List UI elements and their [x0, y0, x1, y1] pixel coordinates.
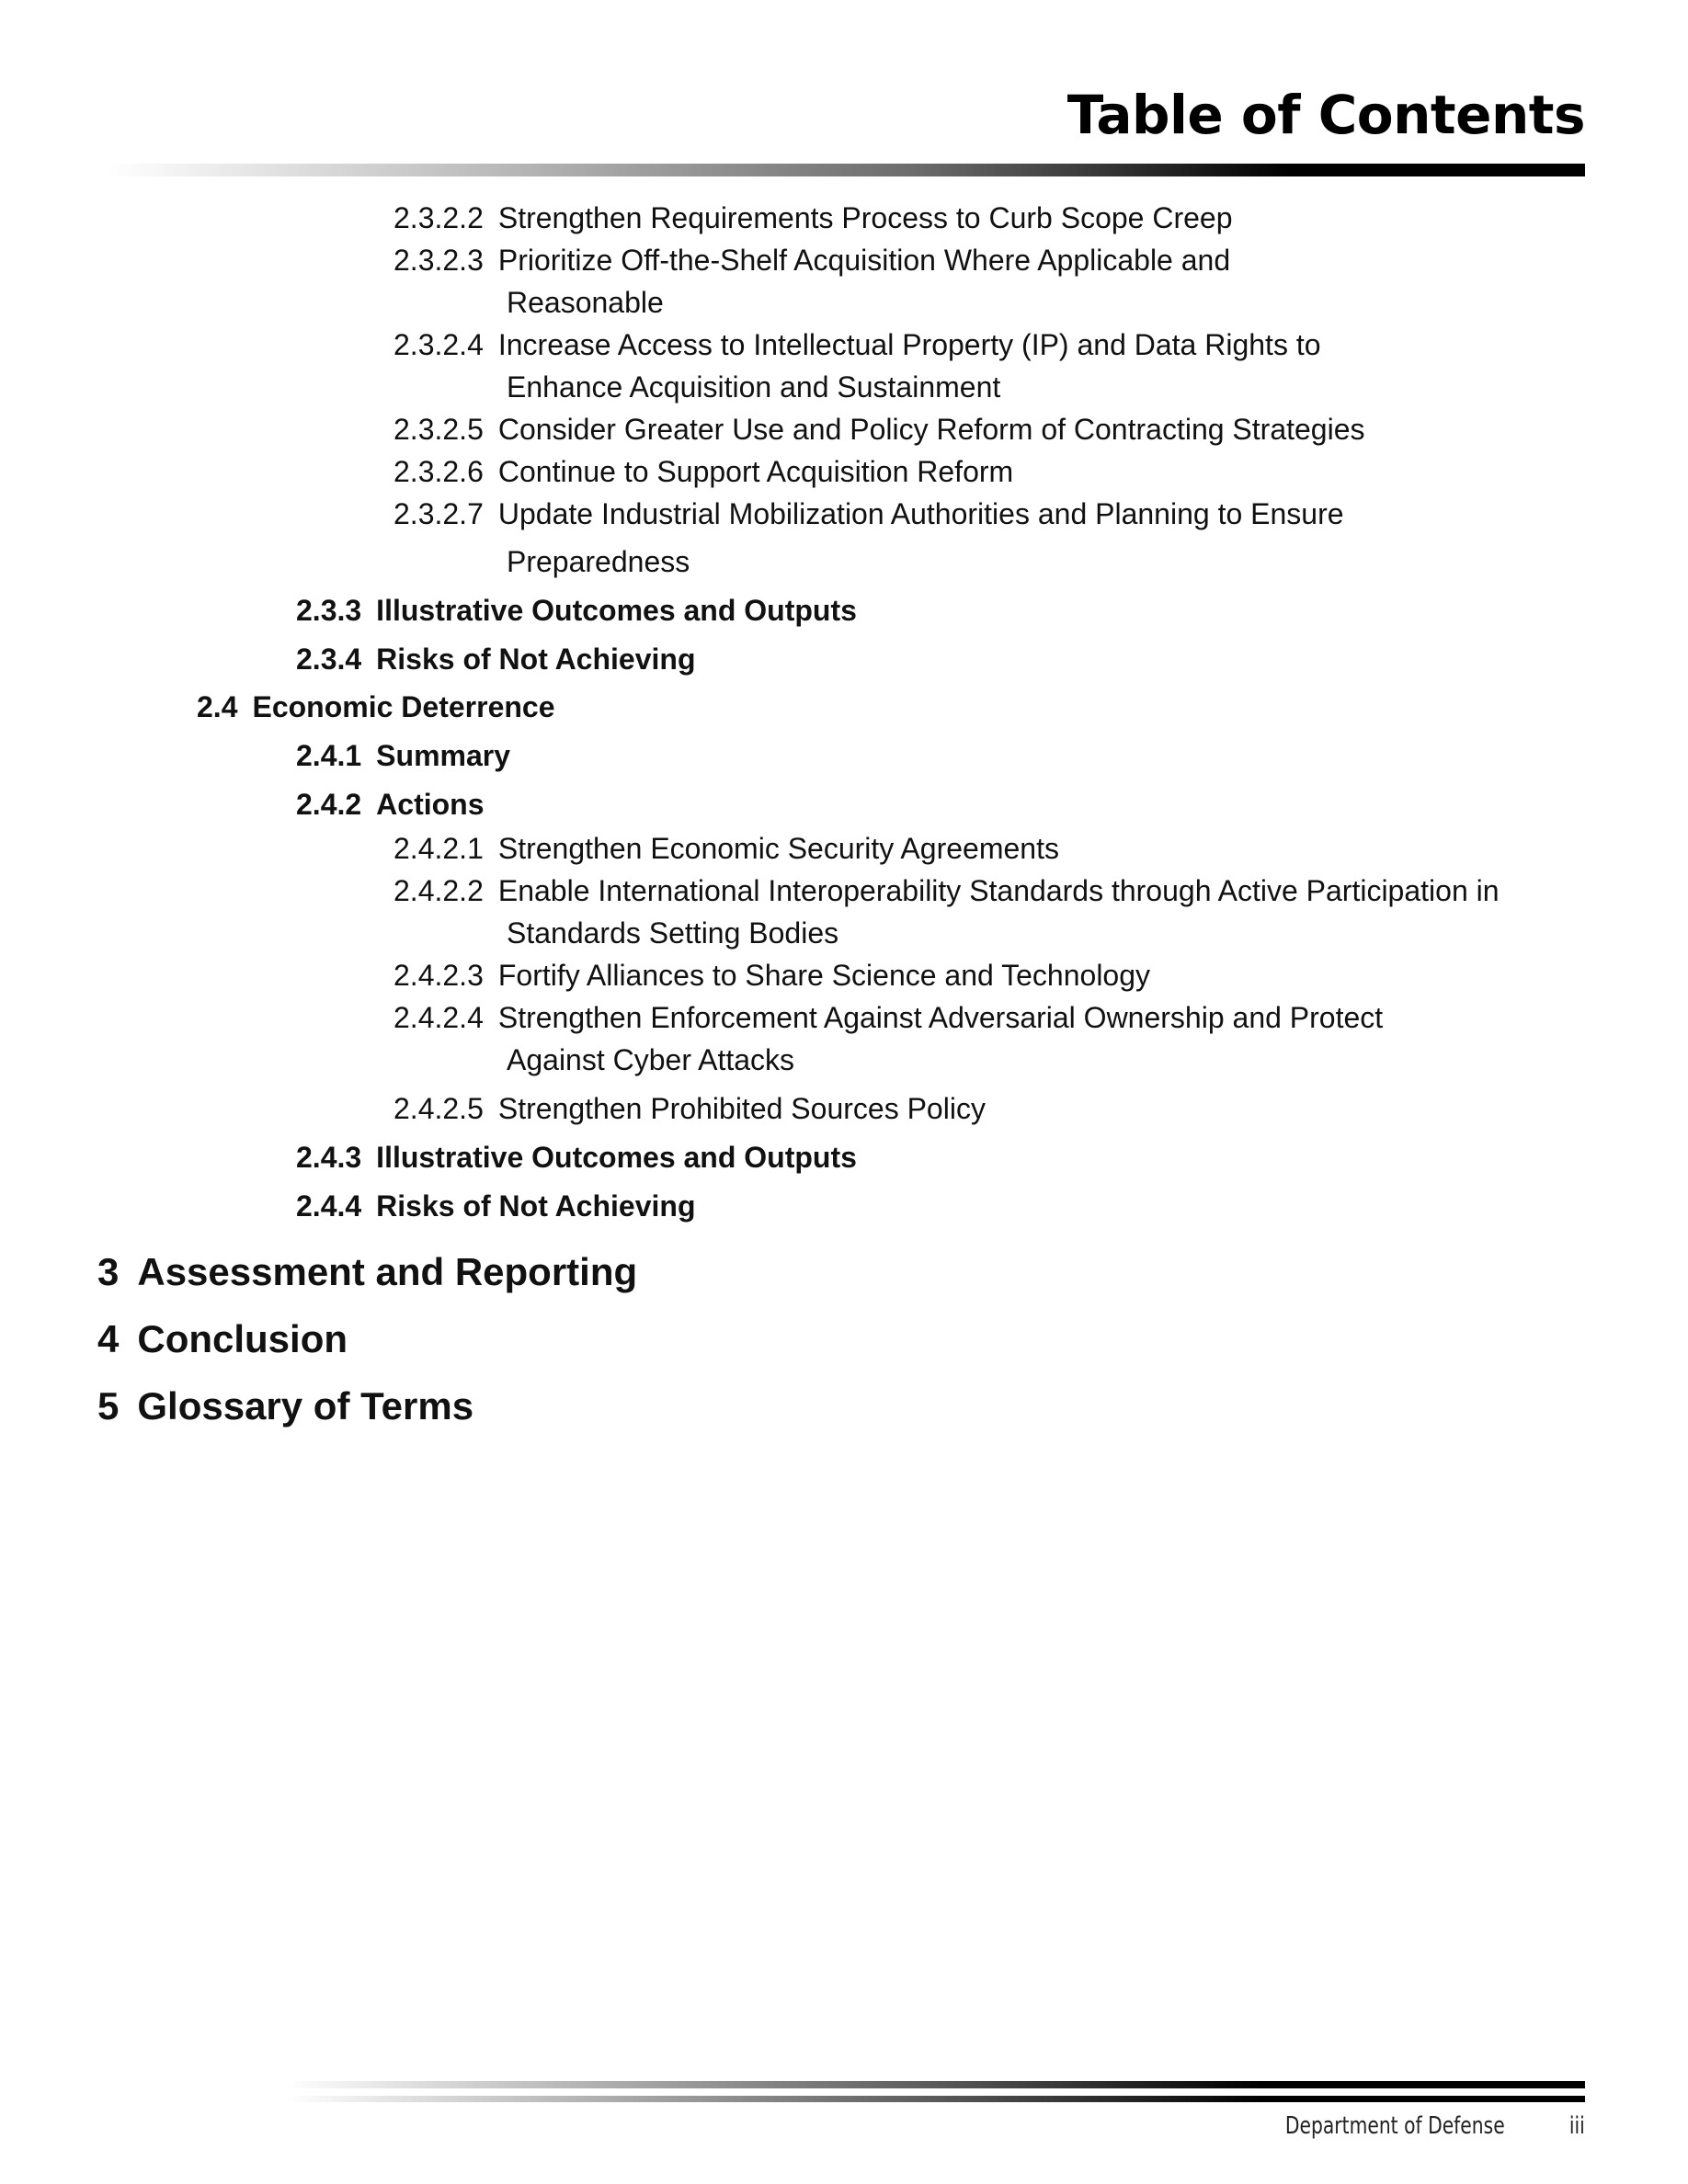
toc-entry-2-3-2-5[interactable]: [393, 408, 1365, 450]
toc-entry-2-3-2-6[interactable]: [393, 450, 1013, 493]
toc-entry-title: Illustrative Outcomes and Outputs: [376, 594, 857, 627]
toc-entry-title: Assessment and Reporting: [137, 1250, 638, 1293]
toc-entry-2-4-1[interactable]: [296, 734, 510, 777]
toc-entry-title: Risks of Not Achieving: [376, 1189, 696, 1223]
toc-entry-number: 3: [97, 1250, 120, 1293]
toc-entry-title: Strengthen Enforcement Against Adversarial Ownership and Protect: [497, 1001, 1384, 1034]
toc-entry-title: Consider Greater Use and Policy Reform of Contracting Strategies: [497, 413, 1365, 446]
toc-entry-title: Strengthen Prohibited Sources Policy: [497, 1092, 986, 1125]
toc-entry-title: Illustrative Outcomes and Outputs: [376, 1141, 857, 1174]
toc-entry-title: Strengthen Economic Security Agreements: [497, 832, 1059, 865]
toc-entry-2-4-2-5[interactable]: [393, 1087, 986, 1130]
toc-entry-2-4-2-1[interactable]: [393, 827, 1059, 870]
toc-entry-number: 2.3.3: [296, 594, 362, 627]
toc-entry-5[interactable]: [97, 1379, 473, 1434]
page-title: Table of Contents: [1066, 84, 1585, 146]
toc-entry-title: Economic Deterrence: [252, 690, 555, 723]
toc-entry-title: Prioritize Off-the-Shelf Acquisition Where Applicable and: [497, 244, 1231, 277]
toc-entry-number: 2.4.4: [296, 1189, 362, 1223]
toc-entry-2-4-2-2[interactable]: [393, 870, 1500, 912]
toc-entry-2-4-2-3[interactable]: [393, 954, 1150, 996]
toc-entry-4[interactable]: [97, 1312, 348, 1367]
toc-entry-title: Fortify Alliances to Share Science and Technology: [497, 959, 1151, 992]
toc-entry-number: 2.3.2.3: [393, 244, 484, 277]
toc-entry-continuation[interactable]: Standards Setting Bodies: [507, 916, 839, 950]
toc-entry-2-3-2-2[interactable]: [393, 197, 1233, 239]
toc-entry-2-3-2-4[interactable]: [393, 324, 1321, 366]
footer-organization: Department of Defense: [1285, 2112, 1505, 2140]
toc-entry-number: 2.4: [197, 690, 238, 723]
toc-entry-2-4-2-4[interactable]: [393, 996, 1383, 1039]
toc-entry-title: Risks of Not Achieving: [376, 643, 696, 676]
toc-entry-2-4-4[interactable]: [296, 1185, 695, 1227]
toc-entry-2-4-2[interactable]: [296, 783, 485, 825]
toc-entry-title: Conclusion: [137, 1317, 348, 1360]
toc-entry-number: 2.3.2.5: [393, 413, 484, 446]
toc-entry-title: Continue to Support Acquisition Reform: [497, 455, 1014, 488]
toc-entry-number: 5: [97, 1384, 120, 1428]
toc-entry-number: 2.4.2: [296, 788, 362, 821]
toc-entry-title: Strengthen Requirements Process to Curb Scope Creep: [497, 201, 1233, 234]
toc-entry-3[interactable]: [97, 1245, 637, 1300]
toc-entry-title: Update Industrial Mobilization Authorities and Planning to Ensure: [497, 497, 1344, 530]
toc-entry-title: Actions: [376, 788, 485, 821]
toc-entry-continuation[interactable]: Reasonable: [507, 286, 664, 319]
toc-entry-number: 2.4.2.2: [393, 874, 484, 907]
toc-entry-title: Summary: [376, 739, 511, 772]
footer-rule: [285, 2081, 1585, 2088]
toc-entry-number: 2.4.2.5: [393, 1092, 484, 1125]
toc-entry-number: 2.4.2.4: [393, 1001, 484, 1034]
toc-entry-2-3-4[interactable]: [296, 638, 695, 680]
toc-entry-number: 2.3.4: [296, 643, 362, 676]
toc-entry-number: 2.4.2.1: [393, 832, 484, 865]
toc-entry-continuation[interactable]: Preparedness: [507, 545, 690, 578]
footer: [1285, 2112, 1585, 2140]
toc-entry-continuation[interactable]: Against Cyber Attacks: [507, 1043, 795, 1076]
toc-entry-number: 2.4.3: [296, 1141, 362, 1174]
toc-entry-2-3-2-7[interactable]: [393, 493, 1344, 535]
toc-entry-2-4-3[interactable]: [296, 1136, 857, 1178]
toc-entry-continuation[interactable]: Enhance Acquisition and Sustainment: [507, 370, 1001, 404]
toc-entry-title: Glossary of Terms: [137, 1384, 474, 1428]
toc-entry-number: 2.3.2.7: [393, 497, 484, 530]
toc-entry-2-4[interactable]: [197, 686, 555, 728]
toc-entry-number: 4: [97, 1317, 120, 1360]
footer-rule: [285, 2096, 1585, 2102]
toc-entry-number: 2.4.2.3: [393, 959, 484, 992]
toc-entry-number: 2.3.2.2: [393, 201, 484, 234]
page-number: iii: [1569, 2112, 1585, 2140]
toc-entry-number: 2.3.2.6: [393, 455, 484, 488]
toc-entry-2-3-2-3[interactable]: [393, 239, 1230, 281]
toc-entry-title: Increase Access to Intellectual Property (IP) and Data Rights to: [497, 328, 1321, 361]
toc-entry-number: 2.4.1: [296, 739, 362, 772]
toc-entry-title: Enable International Interoperability Standards through Active Participation in: [497, 874, 1500, 907]
toc-entry-2-3-3[interactable]: [296, 589, 857, 631]
toc-entry-number: 2.3.2.4: [393, 328, 484, 361]
